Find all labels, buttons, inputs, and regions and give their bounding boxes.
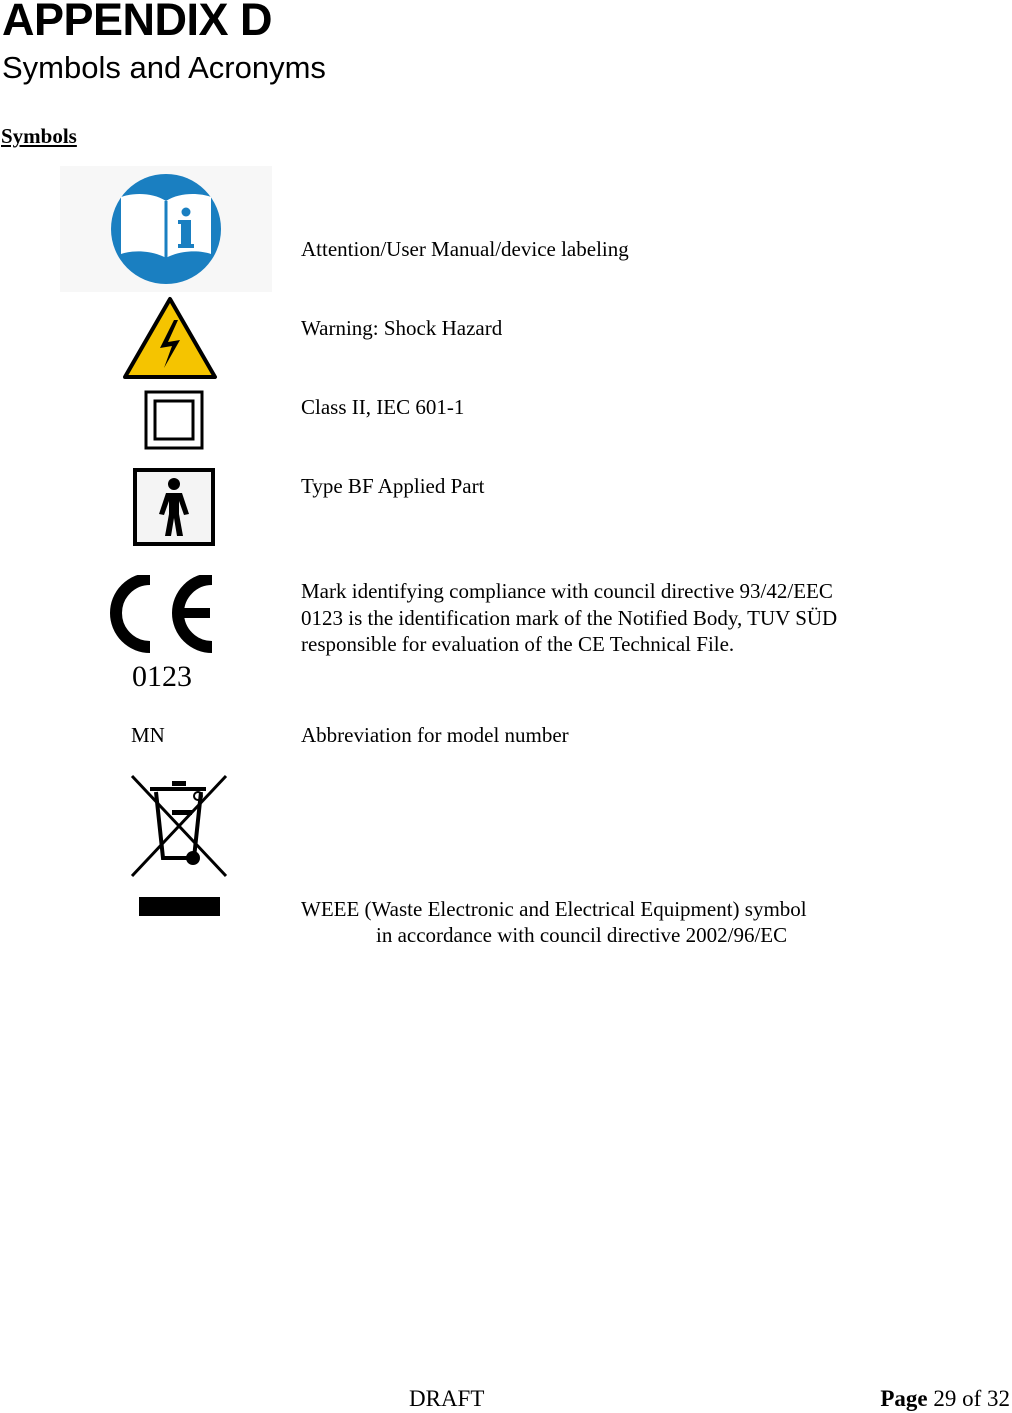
footer-draft-label: DRAFT (409, 1386, 485, 1411)
mn-abbreviation: MN (131, 723, 165, 747)
class-ii-icon (144, 390, 204, 450)
weee-description-line-2: in accordance with council directive 2002/96/EC (376, 923, 788, 947)
ce-description-line-3: responsible for evaluation of the CE Technical File. (301, 632, 735, 656)
ce-description-line-2: 0123 is the identification mark of the Notified Body, TUV SÜD (301, 605, 838, 630)
symbol-description-class-ii: Class II, IEC 601-1 (301, 395, 465, 419)
shock-hazard-icon (122, 296, 218, 380)
page-title: APPENDIX D (2, 0, 273, 45)
footer-page-count: 29 of 32 (927, 1386, 1010, 1411)
page-subtitle: Symbols and Acronyms (2, 50, 326, 85)
ce-mark-icon (104, 575, 216, 653)
symbol-description-mn: Abbreviation for model number (301, 723, 569, 747)
symbol-description-manual: Attention/User Manual/device labeling (301, 237, 629, 261)
user-manual-icon (60, 166, 272, 292)
symbol-description-type-bf: Type BF Applied Part (301, 474, 485, 498)
symbol-description-shock: Warning: Shock Hazard (301, 316, 503, 340)
type-bf-icon (133, 468, 215, 546)
footer-page-word: Page (880, 1386, 928, 1411)
ce-description-line-1: Mark identifying compliance with council directive 93/42/EEC (301, 579, 833, 603)
ce-notified-body-number: 0123 (132, 660, 192, 693)
weee-bin-icon (128, 772, 230, 920)
footer-page-number (880, 1385, 1010, 1413)
symbol-description-ce (301, 578, 837, 658)
section-heading-symbols: Symbols (1, 124, 77, 148)
weee-description-line-1: WEEE (Waste Electronic and Electrical Equipment) symbol (301, 897, 807, 921)
